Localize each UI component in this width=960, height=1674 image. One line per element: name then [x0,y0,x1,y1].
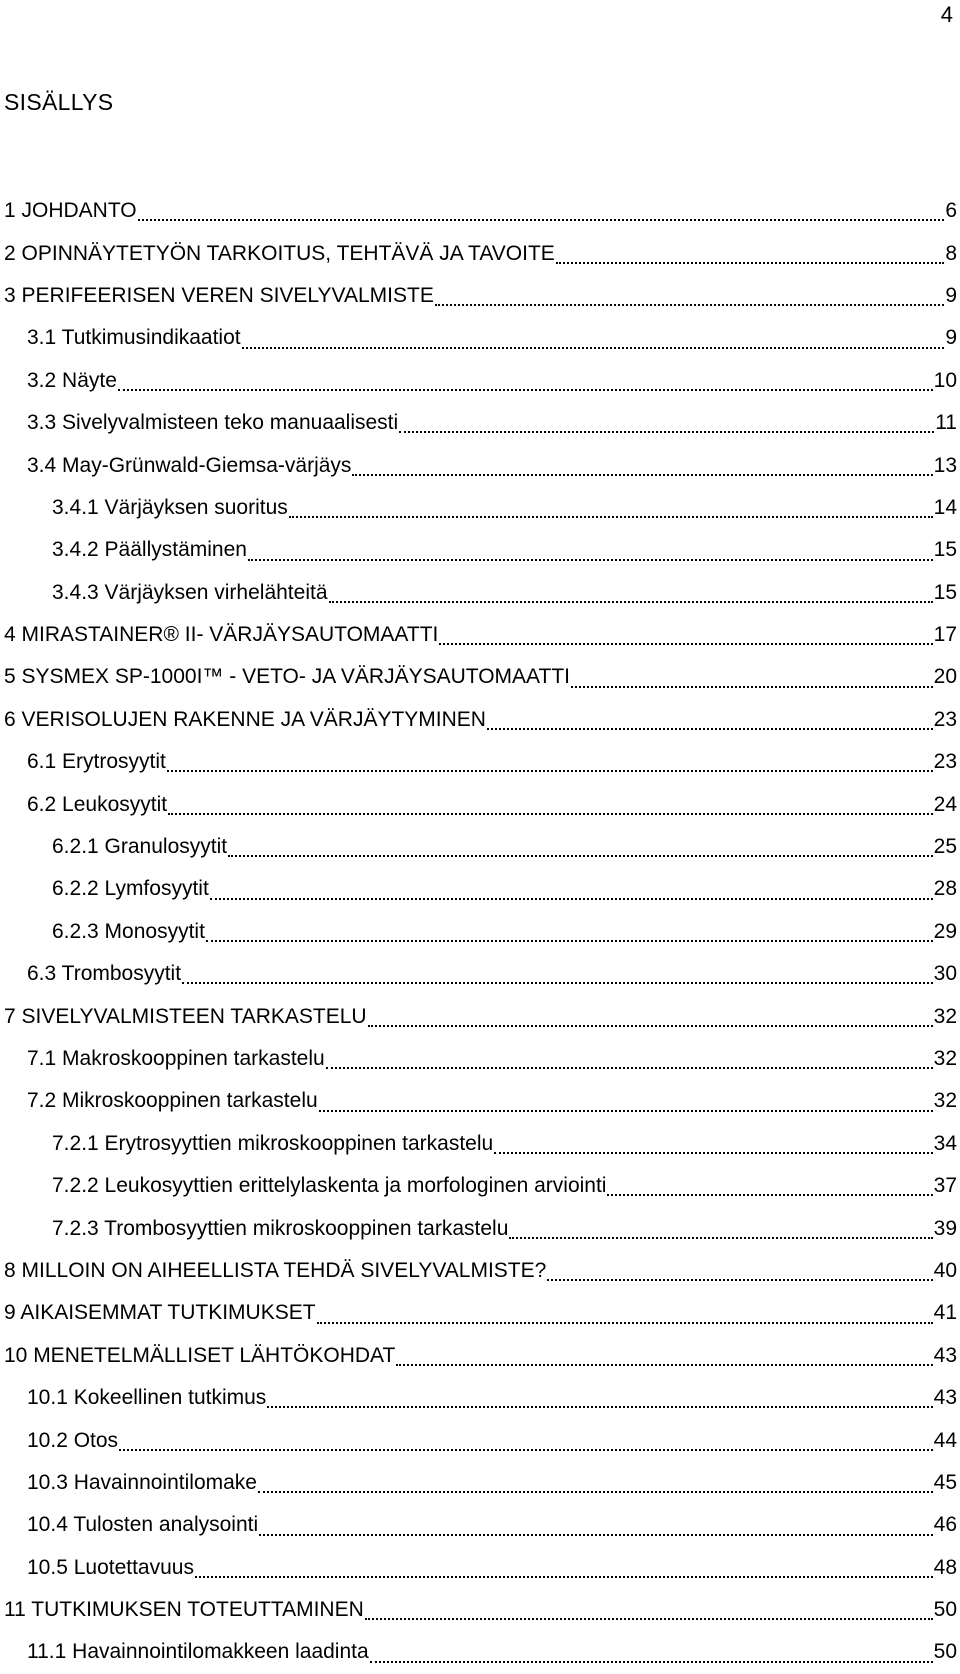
toc-entry[interactable] [4,656,957,698]
toc-entry-page: 45 [933,1470,957,1494]
toc-entry[interactable] [4,402,957,444]
toc-entry-page: 9 [945,283,957,307]
toc-entry-title: 10.2 Otos [27,1428,119,1452]
toc-entry-title: 5 SYSMEX SP-1000I™ - VETO- JA VÄRJÄYSAUTOMAATTI [4,665,570,689]
toc-dot-leader [118,389,933,391]
toc-entry-title: 6 VERISOLUJEN RAKENNE JA VÄRJÄYTYMINEN [4,707,486,731]
toc-entry-page: 15 [933,580,957,604]
toc-entry-page: 32 [933,1089,957,1113]
toc-entry[interactable] [4,699,957,741]
toc-dot-leader [399,431,934,433]
toc-entry-page: 30 [933,962,957,986]
toc-dot-leader [329,601,933,603]
toc-dot-leader [289,516,933,518]
toc-entry-title: 3.3 Sivelyvalmisteen teko manuaalisesti [27,411,399,435]
toc-dot-leader [248,559,933,561]
toc-entry-title: 1 JOHDANTO [4,199,137,223]
toc-dot-leader [607,1194,932,1196]
toc-entry-page: 9 [945,326,957,350]
toc-entry-page: 25 [933,835,957,859]
toc-entry-page: 8 [945,241,957,265]
toc-heading: SISÄLLYS [4,89,114,115]
toc-entry-title: 7.2.3 Trombosyyttien mikroskooppinen tarkastelu [52,1216,509,1240]
toc-entry-title: 3.4.1 Värjäyksen suoritus [52,495,288,519]
toc-dot-leader [206,940,933,942]
toc-dot-leader [509,1237,932,1239]
toc-entry-page: 50 [933,1598,957,1622]
toc-entry-page: 15 [933,538,957,562]
toc-entry[interactable] [4,1377,957,1419]
toc-dot-leader [167,770,933,772]
toc-entry[interactable] [4,995,957,1037]
toc-entry-page: 46 [933,1513,957,1537]
toc-entry-title: 6.2.2 Lymfosyytit [52,877,209,901]
toc-dot-leader [352,474,932,476]
toc-entry[interactable] [4,1038,957,1080]
toc-dot-leader [319,1110,933,1112]
toc-dot-leader [494,1152,932,1154]
toc-entry[interactable] [4,444,957,486]
toc-entry-title: 6.3 Trombosyytit [27,962,182,986]
toc-entry[interactable] [4,360,957,402]
toc-entry[interactable] [4,317,957,359]
toc-entry-page: 14 [933,495,957,519]
toc-entry[interactable] [4,783,957,825]
toc-entry[interactable] [4,1080,957,1122]
toc-entry-page: 28 [933,877,957,901]
toc-entry-title: 8 MILLOIN ON AIHEELLISTA TEHDÄ SIVELYVALMISTE? [4,1258,547,1282]
toc-dot-leader [365,1618,933,1620]
toc-dot-leader [317,1322,933,1324]
toc-entry-title: 6.1 Erytrosyytit [27,750,166,774]
toc-dot-leader [547,1279,932,1281]
toc-entry[interactable] [4,1504,957,1546]
toc-entry-title: 6.2.1 Granulosyytit [52,835,228,859]
toc-entry-title: 7.2.2 Leukosyyttien erittelylaskenta ja morfologinen arviointi [52,1174,607,1198]
toc-dot-leader [182,982,933,984]
toc-dot-leader [435,304,944,306]
toc-entry-page: 32 [933,1047,957,1070]
toc-entry[interactable] [4,1292,957,1334]
toc-entry-title: 7.1 Makroskooppinen tarkastelu [27,1047,325,1070]
toc-entry-title: 2 OPINNÄYTETYÖN TARKOITUS, TEHTÄVÄ JA TAVOITE [4,241,555,265]
toc-entry-title: 7 SIVELYVALMISTEEN TARKASTELU [4,1004,367,1028]
toc-dot-leader [258,1491,933,1493]
toc-entry-page: 32 [933,1004,957,1028]
toc-entry-title: 10.4 Tulosten analysointi [27,1513,259,1537]
toc-entry-title: 3.4.2 Päällystäminen [52,538,247,562]
toc-entry-page: 17 [933,623,957,647]
toc-entry[interactable] [4,1547,957,1589]
toc-entry-page: 29 [933,919,957,943]
toc-entry-title: 10 MENETELMÄLLISET LÄHTÖKOHDAT [4,1343,396,1367]
toc-entry[interactable] [4,953,957,995]
toc-dot-leader [396,1364,932,1366]
page-number: 4 [940,2,953,27]
toc-dot-leader [242,347,945,349]
toc-entry[interactable] [4,1123,957,1165]
toc-entry-page: 41 [933,1301,957,1325]
toc-entry[interactable] [4,529,957,571]
toc-entry[interactable] [4,275,957,317]
toc-entry[interactable] [4,741,957,783]
toc-entry[interactable] [4,1250,957,1292]
toc-entry-title: 10.3 Havainnointilomake [27,1470,257,1494]
toc-dot-leader [119,1449,933,1451]
toc-entry[interactable] [4,614,957,656]
toc-dot-leader [259,1534,932,1536]
toc-entry-page: 37 [933,1174,957,1198]
toc-entry-page: 48 [933,1555,957,1579]
table-of-contents [4,190,957,1674]
toc-dot-leader [556,262,945,264]
toc-entry-page: 10 [933,368,957,392]
toc-entry[interactable] [4,1419,957,1461]
toc-entry-title: 3.4 May-Grünwald-Giemsa-värjäys [27,453,352,477]
toc-entry-page: 43 [933,1343,957,1367]
toc-dot-leader [210,898,933,900]
toc-entry-title: 10.5 Luotettavuus [27,1555,194,1579]
toc-entry-title: 7.2 Mikroskooppinen tarkastelu [27,1089,318,1113]
toc-entry-title: 3.1 Tutkimusindikaatiot [27,326,241,350]
toc-entry-page: 13 [933,453,957,477]
toc-entry-page: 11 [935,411,957,435]
toc-dot-leader [487,728,933,730]
toc-entry-title: 4 MIRASTAINER® II- VÄRJÄYSAUTOMAATTI [4,623,439,647]
toc-entry-page: 6 [945,199,957,223]
toc-entry-page: 43 [933,1386,957,1410]
toc-entry[interactable] [4,487,957,529]
toc-entry[interactable] [4,911,957,953]
toc-entry-title: 10.1 Kokeellinen tutkimus [27,1386,267,1410]
toc-entry-page: 23 [933,707,957,731]
toc-entry-page: 20 [933,665,957,689]
toc-entry[interactable] [4,1165,957,1207]
toc-dot-leader [439,643,932,645]
toc-entry-page: 23 [933,750,957,774]
toc-entry-page: 50 [933,1640,957,1664]
toc-dot-leader [571,686,933,688]
toc-entry-page: 39 [933,1216,957,1240]
toc-entry-title: 6.2.3 Monosyytit [52,919,205,943]
toc-entry[interactable] [4,826,957,868]
toc-entry-title: 3 PERIFEERISEN VEREN SIVELYVALMISTE [4,283,434,307]
toc-entry-title: 3.2 Näyte [27,368,117,392]
toc-entry[interactable] [4,1207,957,1249]
toc-entry-title: 7.2.1 Erytrosyyttien mikroskooppinen tarkastelu [52,1131,494,1155]
toc-entry-title: 9 AIKAISEMMAT TUTKIMUKSET [4,1301,316,1325]
toc-entry-page: 34 [933,1131,957,1155]
toc-entry-title: 3.4.3 Värjäyksen virhelähteitä [52,580,328,604]
toc-dot-leader [228,855,933,857]
toc-entry[interactable] [4,572,957,614]
toc-dot-leader [267,1406,932,1408]
toc-entry[interactable] [4,868,957,910]
toc-entry[interactable] [4,1462,957,1504]
toc-dot-leader [326,1067,933,1069]
toc-entry-title: 11 TUTKIMUKSEN TOTEUTTAMINEN [4,1598,364,1622]
toc-entry-title: 11.1 Havainnointilomakkeen laadinta [27,1640,369,1664]
toc-entry-page: 24 [933,792,957,816]
toc-entry[interactable] [4,1335,957,1377]
toc-entry-title: 6.2 Leukosyytit [27,792,168,816]
toc-entry[interactable] [4,1631,957,1673]
toc-entry-page: 44 [933,1428,957,1452]
toc-dot-leader [195,1576,933,1578]
toc-entry[interactable] [4,1589,957,1631]
toc-entry[interactable] [4,232,957,274]
toc-dot-leader [368,1025,933,1027]
toc-dot-leader [138,219,945,221]
toc-dot-leader [168,813,933,815]
toc-entry-page: 40 [933,1258,957,1282]
toc-entry[interactable] [4,190,957,232]
